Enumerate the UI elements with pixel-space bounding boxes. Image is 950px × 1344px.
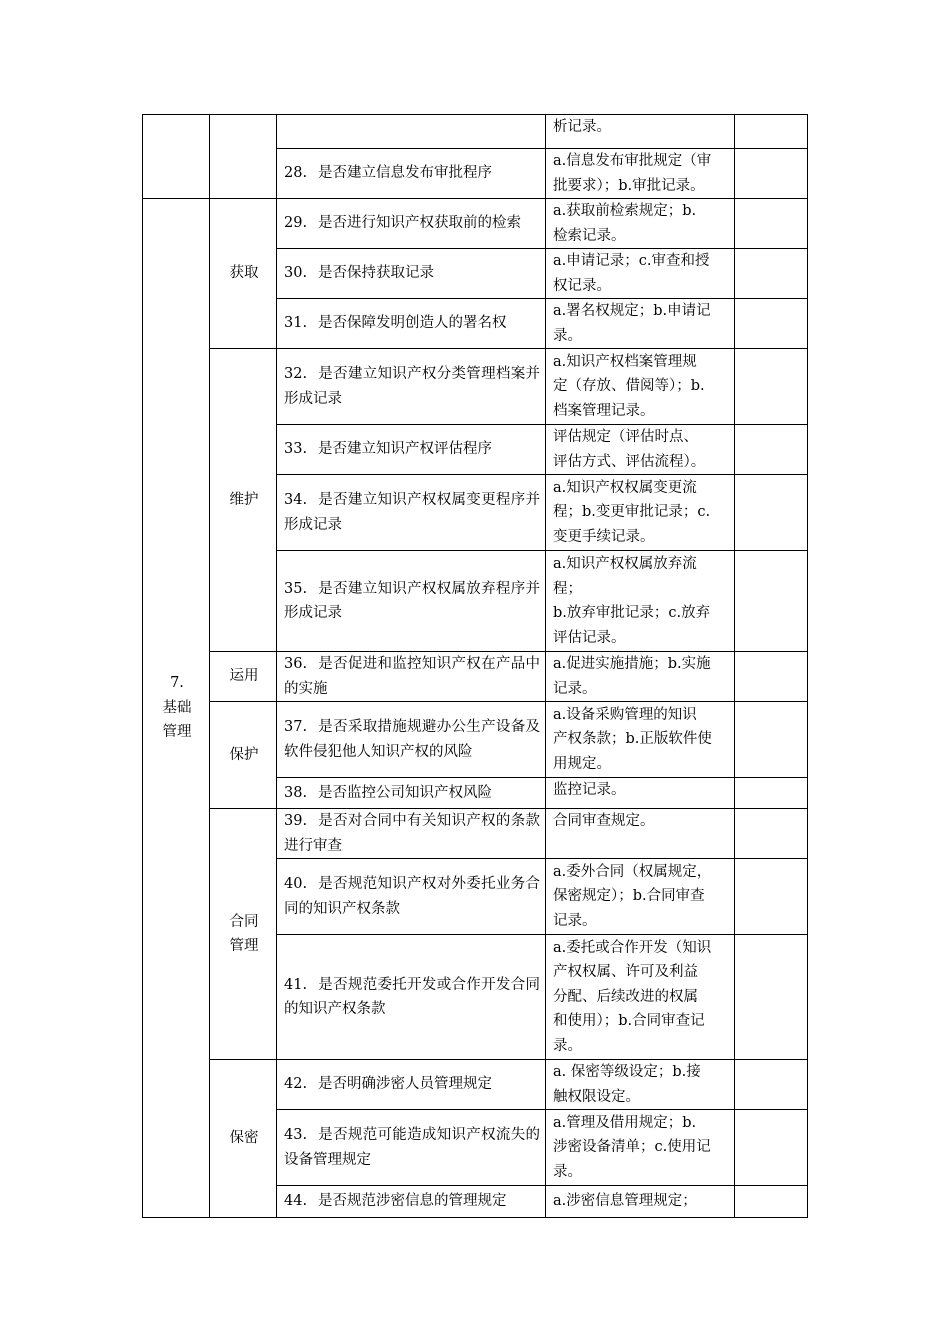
evidence-cell: a.委托或合作开发（知识 产权权属、许可及利益 分配、后续改进的权属 和使用）；b.合同审查记 录。 (546, 935, 735, 1060)
result-cell (735, 425, 808, 475)
subcategory-protect: 保护 (210, 702, 277, 809)
table-row (143, 809, 808, 859)
subcategory-secrecy: 保密 (210, 1060, 277, 1218)
item-cell: 31. 是否保障发明创造人的署名权 (277, 299, 546, 349)
evidence-cell: 评估规定（评估时点、 评估方式、评估流程）。 (546, 425, 735, 475)
result-cell (735, 115, 808, 149)
result-cell (735, 551, 808, 652)
result-cell (735, 475, 808, 551)
evidence-cell: a.知识产权权属放弃流 程； b.放弃审批记录；c.放弃 评估记录。 (546, 551, 735, 652)
result-cell (735, 809, 808, 859)
subcategory-maintain: 维护 (210, 349, 277, 652)
item-cell: 30. 是否保持获取记录 (277, 249, 546, 299)
evidence-cell: a.知识产权权属变更流 程；b.变更审批记录；c. 变更手续记录。 (546, 475, 735, 551)
item-cell: 33. 是否建立知识产权评估程序 (277, 425, 546, 475)
evidence-cell: 合同审查规定。 (546, 809, 735, 859)
item-cell: 32. 是否建立知识产权分类管理档案并形成记录 (277, 349, 546, 425)
evidence-cell: a.促进实施措施；b.实施 记录。 (546, 652, 735, 702)
item-cell: 29. 是否进行知识产权获取前的检索 (277, 199, 546, 249)
item-cell: 41. 是否规范委托开发或合作开发合同的知识产权条款 (277, 935, 546, 1060)
item-cell: 38. 是否监控公司知识产权风险 (277, 778, 546, 809)
table-row (143, 652, 808, 702)
result-cell (735, 859, 808, 935)
table-row (143, 1060, 808, 1110)
evidence-cell: a.涉密信息管理规定； (546, 1186, 735, 1218)
table-row (143, 702, 808, 778)
evidence-cell: a.申请记录；c.审查和授 权记录。 (546, 249, 735, 299)
item-cell (277, 115, 546, 149)
result-cell (735, 1186, 808, 1218)
item-cell: 36. 是否促进和监控知识产权在产品中的实施 (277, 652, 546, 702)
result-cell (735, 778, 808, 809)
evidence-cell: a.设备采购管理的知识 产权条款；b.正版软件使 用规定。 (546, 702, 735, 778)
audit-checklist-table (142, 114, 808, 1218)
evidence-cell: a.获取前检索规定；b. 检索记录。 (546, 199, 735, 249)
item-cell: 40. 是否规范知识产权对外委托业务合同的知识产权条款 (277, 859, 546, 935)
item-cell: 28. 是否建立信息发布审批程序 (277, 149, 546, 199)
result-cell (735, 935, 808, 1060)
item-cell: 43. 是否规范可能造成知识产权流失的设备管理规定 (277, 1110, 546, 1186)
subcategory-cell-continued (210, 115, 277, 199)
item-cell: 35. 是否建立知识产权权属放弃程序并形成记录 (277, 551, 546, 652)
table-row (143, 199, 808, 249)
evidence-cell: a.信息发布审批规定（审 批要求）；b.审批记录。 (546, 149, 735, 199)
item-cell: 42. 是否明确涉密人员管理规定 (277, 1060, 546, 1110)
table-row (143, 115, 808, 149)
item-cell: 44. 是否规范涉密信息的管理规定 (277, 1186, 546, 1218)
result-cell (735, 299, 808, 349)
item-cell: 34. 是否建立知识产权权属变更程序并形成记录 (277, 475, 546, 551)
item-cell: 37. 是否采取措施规避办公生产设备及软件侵犯他人知识产权的风险 (277, 702, 546, 778)
evidence-cell: 析记录。 (546, 115, 735, 149)
evidence-cell: a. 保密等级设定；b.接 触权限设定。 (546, 1060, 735, 1110)
category-cell: 7. 基础 管理 (143, 199, 210, 1218)
result-cell (735, 149, 808, 199)
subcategory-contract: 合同 管理 (210, 809, 277, 1060)
evidence-cell: a.委外合同（权属规定， 保密规定）；b.合同审查 记录。 (546, 859, 735, 935)
result-cell (735, 199, 808, 249)
result-cell (735, 1110, 808, 1186)
evidence-cell: a.署名权规定；b.申请记 录。 (546, 299, 735, 349)
table-row (143, 349, 808, 425)
evidence-cell: a.管理及借用规定；b. 涉密设备清单；c.使用记 录。 (546, 1110, 735, 1186)
evidence-cell: a.知识产权档案管理规 定（存放、借阅等）；b. 档案管理记录。 (546, 349, 735, 425)
subcategory-acquire: 获取 (210, 199, 277, 349)
item-cell: 39. 是否对合同中有关知识产权的条款进行审查 (277, 809, 546, 859)
result-cell (735, 652, 808, 702)
result-cell (735, 349, 808, 425)
category-cell-continued (143, 115, 210, 199)
result-cell (735, 1060, 808, 1110)
evidence-cell: 监控记录。 (546, 778, 735, 809)
result-cell (735, 249, 808, 299)
result-cell (735, 702, 808, 778)
subcategory-use: 运用 (210, 652, 277, 702)
